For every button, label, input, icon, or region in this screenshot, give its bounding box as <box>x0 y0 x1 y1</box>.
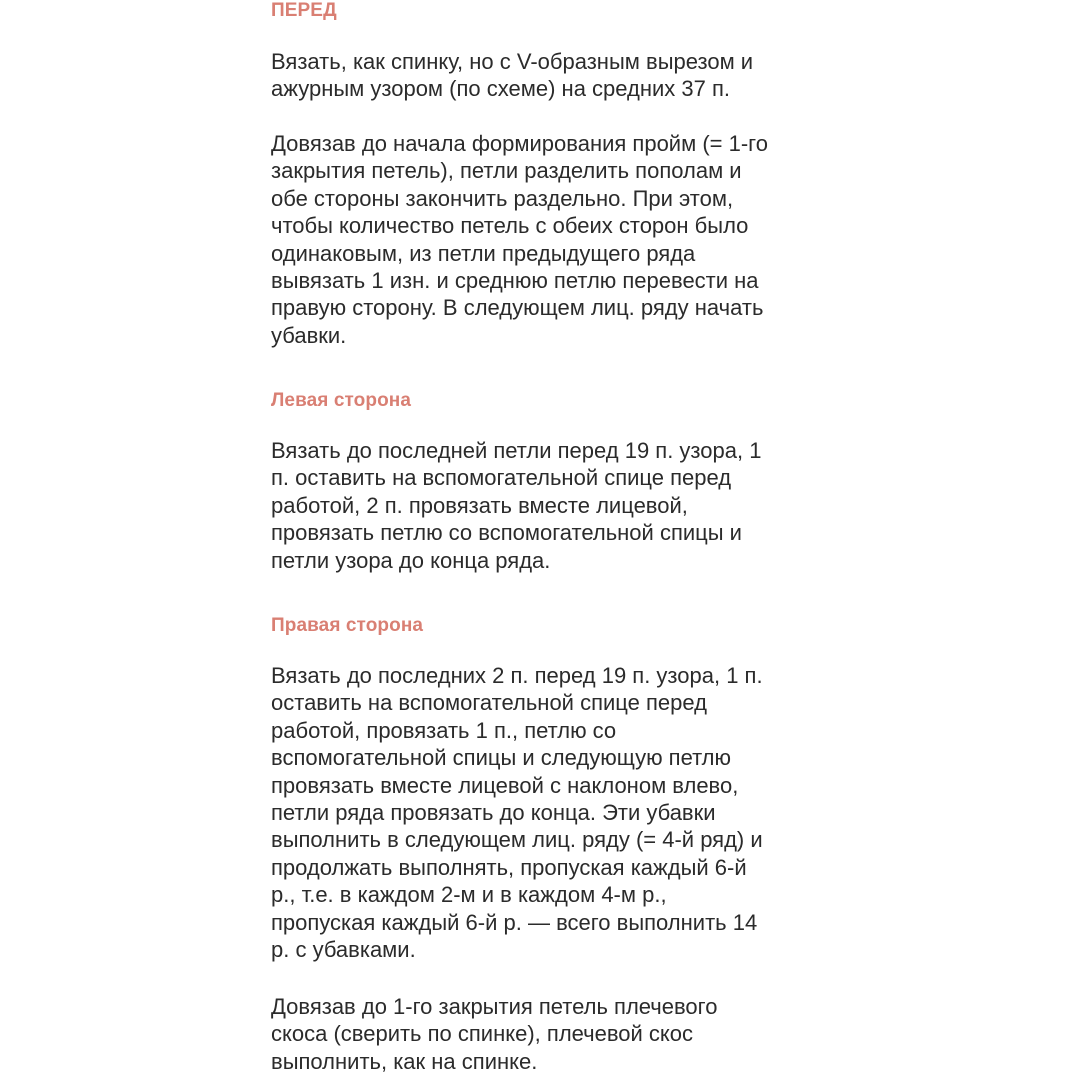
section-heading-left-side: Левая сторона <box>271 390 412 411</box>
section-heading-front: ПЕРЕД <box>271 0 337 21</box>
text-line: пропуская каждый 6-й р. — всего выполнить 14 <box>271 909 758 935</box>
text-line: скоса (сверить по спинке), плечевой скос <box>271 1021 694 1047</box>
text-line: чтобы количество петель с обеих сторон было <box>271 213 749 239</box>
text-line: убавки. <box>271 322 347 348</box>
text-line: Вязать до последней петли перед 19 п. узора, 1 <box>271 438 762 463</box>
text-line: вывязать 1 изн. и среднюю петлю перевести на <box>271 268 759 294</box>
left-side-paragraph <box>271 437 831 574</box>
text-line: оставить на вспомогательной спице перед <box>271 690 707 716</box>
text-line: выполнить в следующем лиц. ряду (= 4-й ряд) и <box>271 827 763 853</box>
text-line: провязать вместе лицевой с наклоном влево, <box>271 772 739 798</box>
text-line: Довязав до 1-го закрытия петель плечевого <box>271 994 718 1019</box>
text-line: Довязав до начала формирования пройм (= 1-го <box>271 131 768 156</box>
text-line: петли узора до конца ряда. <box>271 547 551 573</box>
text-line: выполнить, как на спинке. <box>271 1048 538 1074</box>
text-line: Вязать до последних 2 п. перед 19 п. узора, 1 п. <box>271 663 763 688</box>
text-line: одинаковым, из петли предыдущего ряда <box>271 240 696 266</box>
text-line: правую сторону. В следующем лиц. ряду начать <box>271 295 764 321</box>
text-line: продолжать выполнять, пропуская каждый 6-й <box>271 854 747 880</box>
text-line: п. оставить на вспомогательной спице перед <box>271 465 732 491</box>
intro-paragraph <box>271 48 831 103</box>
text-line: ажурным узором (по схеме) на средних 37 п. <box>271 76 731 102</box>
text-line: вспомогательной спицы и следующую петлю <box>271 745 732 771</box>
text-line: р., т.е. в каждом 2-м и в каждом 4-м р., <box>271 882 667 908</box>
text-line: р. с убавками. <box>271 937 416 963</box>
text-line: закрытия петель), петли разделить пополам и <box>271 158 742 184</box>
text-line: обе стороны закончить раздельно. При этом, <box>271 185 734 211</box>
text-line: петли ряда провязать до конца. Эти убавки <box>271 800 716 826</box>
text-line: работой, провязать 1 п., петлю со <box>271 717 617 743</box>
right-side-paragraph <box>271 662 831 963</box>
shoulder-paragraph <box>271 993 831 1075</box>
text-line: работой, 2 п. провязать вместе лицевой, <box>271 492 688 518</box>
text-line: Вязать, как спинку, но с V-образным вырезом и <box>271 49 754 74</box>
section-heading-right-side: Правая сторона <box>271 615 424 636</box>
armhole-paragraph <box>271 130 831 349</box>
text-line: провязать петлю со вспомогательной спицы и <box>271 520 742 546</box>
